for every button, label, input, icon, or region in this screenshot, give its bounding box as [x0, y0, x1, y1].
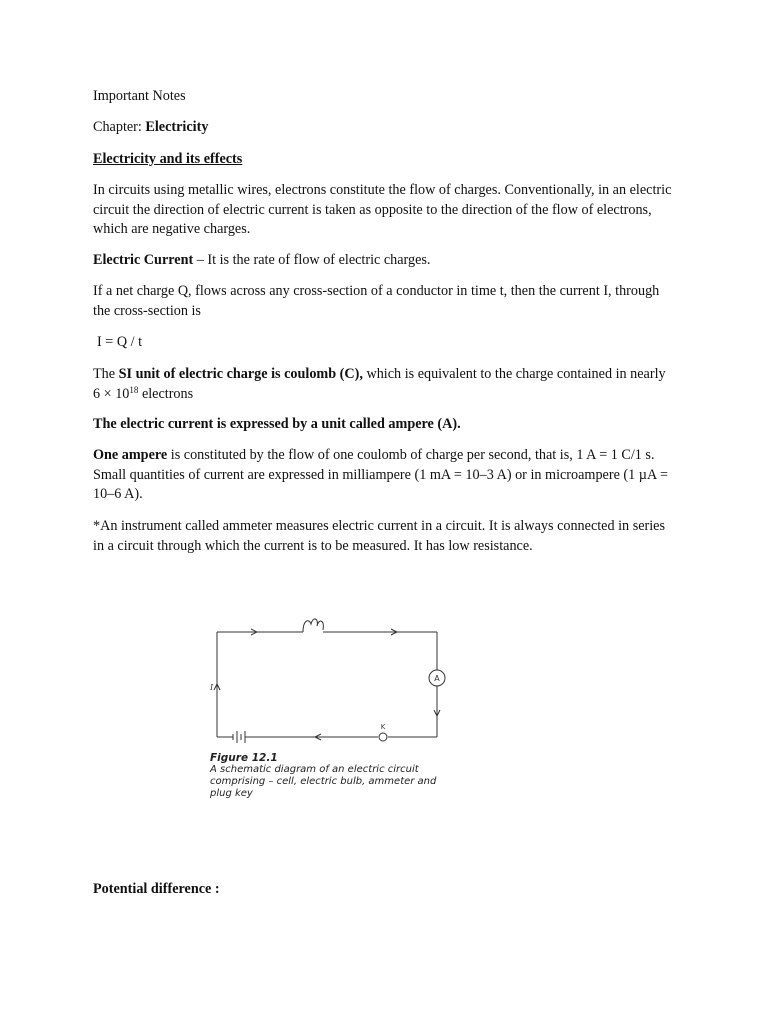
current-label: I [210, 683, 214, 692]
paragraph-net-charge: If a net charge Q, flows across any cross-section of a conductor in time t, then the current I, through the cross-section is [93, 283, 660, 319]
key-label: K [380, 723, 386, 731]
chapter-line [93, 118, 673, 138]
current-formula: I = Q / t [97, 334, 143, 350]
si-unit-rest: which is equivalent to the charge contained in nearly 6 × 10 [93, 366, 666, 402]
electric-current-term: Electric Current [93, 252, 194, 268]
one-ampere-paragraph [93, 446, 673, 505]
one-ampere-term: One ampere [93, 447, 168, 463]
si-unit-bold: SI unit of electric charge is coulomb (C), [118, 366, 363, 382]
plug-key [379, 733, 387, 741]
notes-title: Important Notes [93, 88, 186, 104]
chapter-name: Electricity [145, 119, 209, 135]
caption-text: A schematic diagram of an electric circuit comprising – cell, electric bulb, ammeter and plug key [210, 764, 437, 799]
si-unit-lead: The [93, 366, 119, 382]
si-unit-exponent: 18 [129, 384, 139, 395]
paragraph-charge-flow: In circuits using metallic wires, electrons constitute the flow of charges. Conventionally, in an electric circuit the direction of electric current is taken as opposite to the direction of the flow of electrons, which are negative charges. [93, 182, 672, 237]
potential-difference-heading: Potential difference : [93, 881, 220, 897]
caption-title: Figure 12.1 [210, 752, 278, 764]
figure-caption [210, 752, 450, 800]
one-ampere-text: is constituted by the flow of one coulomb of charge per second, that is, 1 A = 1 C/1 s. Small quantities of current are expressed in milliampere (1 mA = 10–3 A) or in microampere (1 µA = 10–6 A). [93, 447, 668, 502]
ammeter-label: A [434, 674, 440, 683]
si-unit-tail: electrons [138, 385, 194, 402]
bulb-filament [303, 619, 323, 632]
circuit-diagram [205, 592, 455, 752]
electric-current-definition [93, 251, 673, 271]
si-unit-paragraph [93, 365, 673, 404]
ammeter-note: *An instrument called ammeter measures electric current in a circuit. It is always connected in series in a circuit through which the current is to be measured. It has low resistance. [93, 518, 666, 554]
section-heading: Electricity and its effects [93, 151, 243, 167]
chapter-label: Chapter: [93, 119, 142, 135]
ampere-statement: The electric current is expressed by a unit called ampere (A). [93, 416, 461, 432]
electric-current-text: – It is the rate of flow of electric charges. [193, 252, 431, 268]
